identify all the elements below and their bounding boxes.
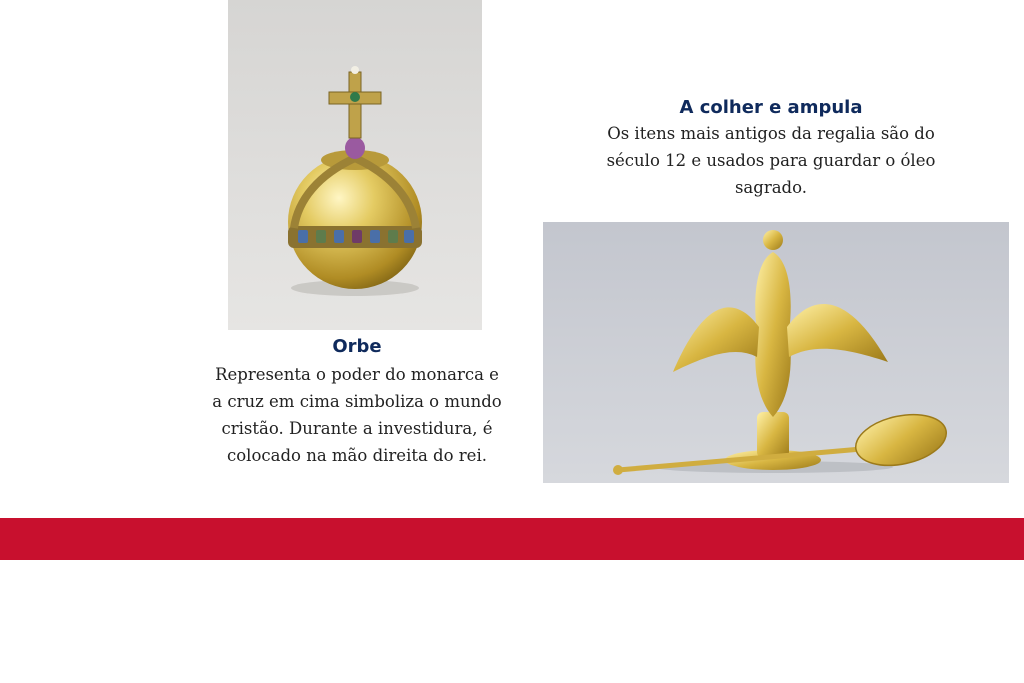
orb-title: Orbe [332, 336, 382, 357]
orb-description: Representa o poder do monarca e a cruz em cima simboliza o mundo cristão. Durante a investidura, é colocado na mão direita do rei. [212, 365, 502, 465]
orb-image [228, 0, 482, 330]
orb-caption [210, 335, 504, 469]
ampulla-title: A colher e ampula [679, 97, 863, 118]
red-footer-band [0, 518, 1024, 560]
ampulla-caption [596, 96, 946, 201]
ampulla-description: Os itens mais antigos da regalia são do século 12 e usados para guardar o óleo sagrado. [606, 124, 936, 197]
ampulla-spoon-image [543, 222, 1009, 483]
